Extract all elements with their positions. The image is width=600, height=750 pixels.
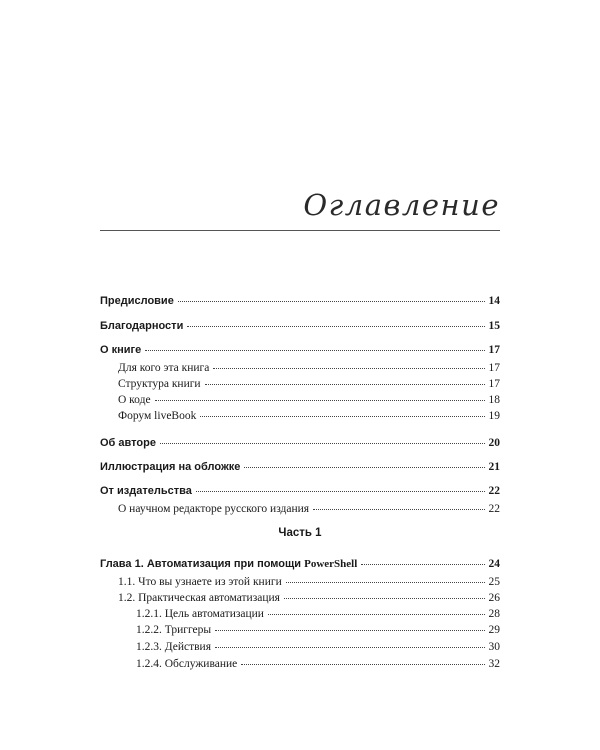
toc-entry-title: 1.2.4. Обслуживание: [136, 658, 238, 670]
toc-entry-page: 17: [488, 362, 500, 374]
dot-leader: [205, 384, 485, 385]
toc-entry-title: О научном редакторе русского издания: [118, 503, 310, 515]
dot-leader: [160, 443, 485, 444]
title-rule: [100, 230, 500, 231]
toc-entry-title: Для кого эта книга: [118, 362, 210, 374]
toc-entry-page: 19: [488, 410, 500, 422]
dot-leader: [196, 491, 485, 492]
toc-entry-title: 1.2. Практическая автоматизация: [118, 592, 280, 604]
toc-entry-title: Иллюстрация на обложке: [100, 461, 241, 473]
toc-entry-title: От издательства: [100, 485, 192, 497]
toc-entry-chapter-1[interactable]: [100, 557, 500, 571]
chapter-title-suffix: PowerShell: [304, 558, 358, 570]
toc-entry-title: О книге: [100, 344, 142, 356]
toc-entry-page: 18: [488, 394, 500, 406]
dot-leader: [187, 326, 484, 327]
toc-entry-page: 28: [488, 608, 500, 620]
toc-entry-1-1[interactable]: [100, 575, 500, 589]
toc-entry-from-publisher[interactable]: [100, 484, 500, 498]
dot-leader: [145, 350, 484, 351]
toc-entry-page: 20: [488, 437, 500, 449]
dot-leader: [268, 614, 485, 615]
chapter-title-text: Глава 1. Автоматизация при помощи: [100, 558, 302, 570]
toc-entry-scientific-editor[interactable]: [100, 502, 500, 516]
toc-entry-title: Структура книги: [118, 378, 201, 390]
toc-entry-cover-illustration[interactable]: [100, 460, 500, 474]
dot-leader: [155, 400, 485, 401]
toc-entry-1-2-1[interactable]: [100, 607, 500, 621]
toc-entry-audience[interactable]: [100, 361, 500, 375]
toc-entry-title: 1.2.3. Действия: [136, 641, 211, 653]
toc-entry-page: 26: [488, 592, 500, 604]
toc-entry-about-code[interactable]: [100, 393, 500, 407]
toc-entry-page: 17: [488, 344, 500, 356]
toc-entry-title: 1.2.1. Цель автоматизации: [136, 608, 264, 620]
toc-entry-title: [100, 557, 357, 571]
part-heading: Часть 1: [278, 527, 322, 539]
toc-entry-title: Об авторе: [100, 437, 156, 449]
toc-entry-acknowledgements[interactable]: [100, 319, 500, 333]
page-title: Оглавление: [303, 188, 500, 222]
toc-entry-about-book[interactable]: [100, 343, 500, 357]
toc-entry-page: 30: [488, 641, 500, 653]
toc-entry-about-author[interactable]: [100, 436, 500, 450]
dot-leader: [213, 368, 484, 369]
toc-entry-title: 1.2.2. Триггеры: [136, 624, 212, 636]
toc-entry-page: 21: [488, 461, 500, 473]
toc-entry-1-2[interactable]: [100, 591, 500, 605]
dot-leader: [200, 416, 484, 417]
toc-entry-1-2-4[interactable]: [100, 657, 500, 671]
dot-leader: [215, 630, 484, 631]
toc-entry-title: Форум liveBook: [118, 410, 197, 422]
toc-entry-1-2-3[interactable]: [100, 640, 500, 654]
toc-entry-page: 22: [488, 503, 500, 515]
toc-entry-page: 32: [488, 658, 500, 670]
dot-leader: [178, 301, 485, 302]
toc-entry-title: 1.1. Что вы узнаете из этой книги: [118, 576, 282, 588]
toc-entry-page: 22: [488, 485, 500, 497]
dot-leader: [215, 647, 485, 648]
dot-leader: [286, 582, 485, 583]
toc-entry-title: Благодарности: [100, 320, 184, 332]
toc-entry-livebook-forum[interactable]: [100, 409, 500, 423]
toc-entry-title: Предисловие: [100, 295, 174, 307]
toc-entry-page: 29: [488, 624, 500, 636]
toc-entry-structure[interactable]: [100, 377, 500, 391]
toc-entry-page: 25: [488, 576, 500, 588]
toc-entry-page: 24: [488, 558, 500, 570]
dot-leader: [361, 564, 484, 565]
dot-leader: [313, 509, 484, 510]
toc-entry-page: 15: [488, 320, 500, 332]
toc-entry-preface[interactable]: [100, 294, 500, 308]
dot-leader: [244, 467, 484, 468]
dot-leader: [241, 664, 484, 665]
toc-entry-1-2-2[interactable]: [100, 623, 500, 637]
dot-leader: [284, 598, 485, 599]
toc-entry-page: 14: [488, 295, 500, 307]
toc-entry-title: О коде: [118, 394, 151, 406]
toc-entry-page: 17: [488, 378, 500, 390]
